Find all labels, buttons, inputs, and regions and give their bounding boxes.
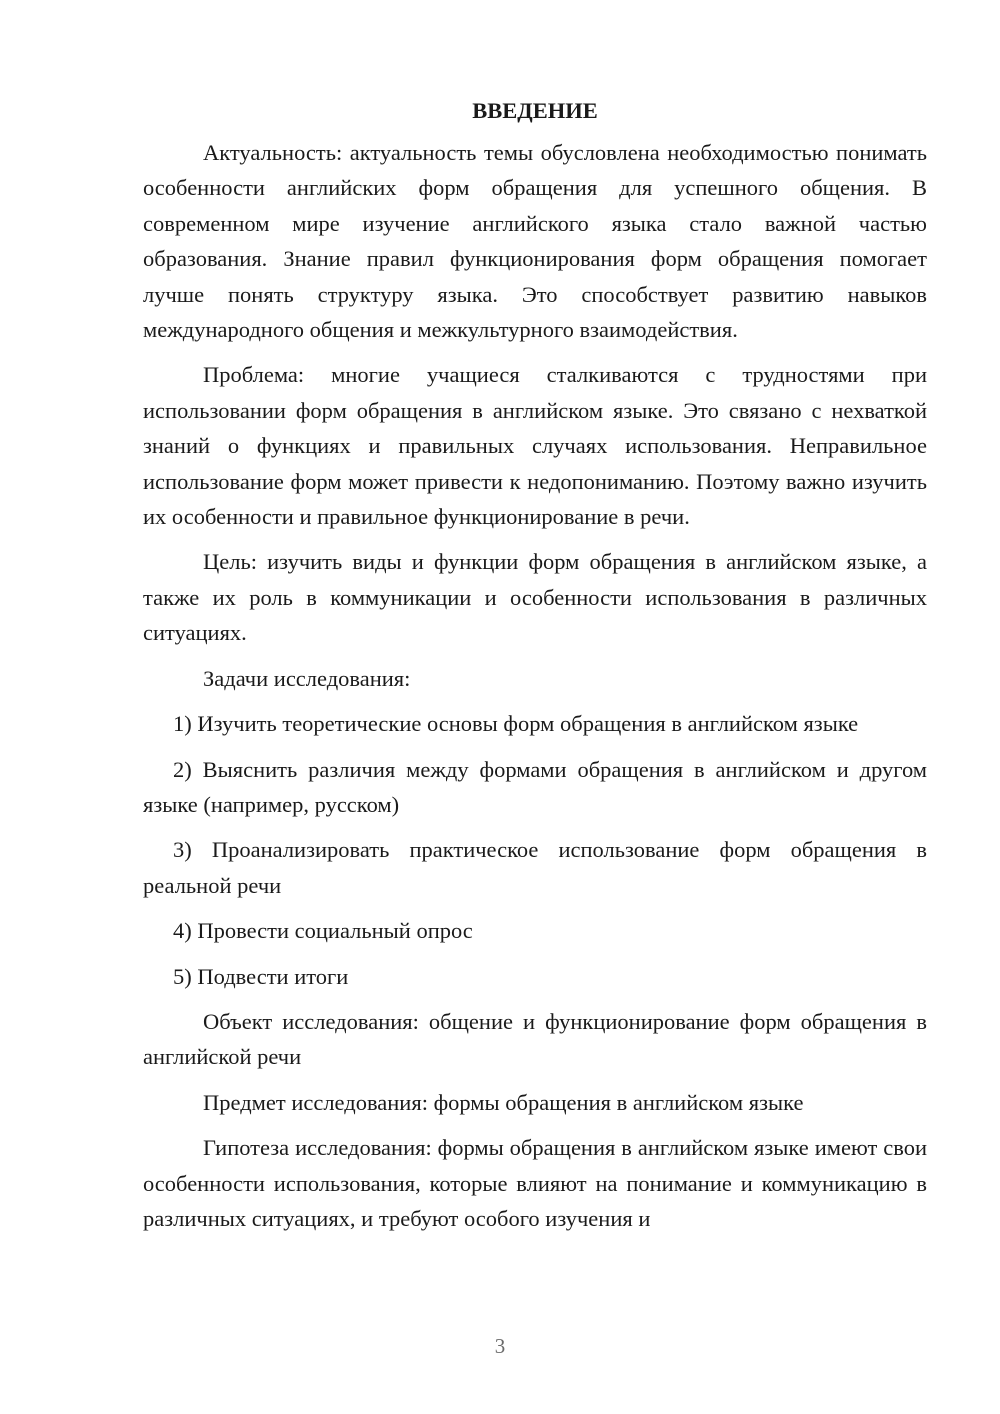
paragraph-problem: Проблема: многие учащиеся сталкиваются с трудностями при использовании форм обращения в английском языке. Это связано с нехваткой знаний о функциях и правильных случаях использования. Неправильное использование форм может привести к недопониманию. Поэтому важно изучить их особенности и правильное функционирование в речи. xyxy=(143,362,927,530)
page-number: 3 xyxy=(494,1334,506,1358)
paragraph-tasks-heading: Задачи исследования: xyxy=(203,665,411,691)
paragraph-hypothesis: Гипотеза исследования: формы обращения в английском языке имеют свои особенности использования, которые влияют на понимание и коммуникацию в различных ситуациях, и требуют особого изучения и xyxy=(143,1135,927,1231)
page-content xyxy=(143,96,927,1246)
paragraph-subject: Предмет исследования: формы обращения в английском языке xyxy=(203,1089,804,1115)
paragraph-goal: Цель: изучить виды и функции форм обращения в английском языке, а также их роль в коммуникации и особенности использования в различных ситуациях. xyxy=(143,549,927,646)
paragraph-object: Объект исследования: общение и функционирование форм обращения в английской речи xyxy=(143,1008,927,1070)
task-item: 4) Провести социальный опрос xyxy=(173,918,473,944)
task-item: 1) Изучить теоретические основы форм обращения в английском языке xyxy=(173,711,859,737)
task-item: 3) Проанализировать практическое использование форм обращения в реальной речи xyxy=(143,837,927,898)
section-heading: ВВЕДЕНИЕ xyxy=(472,98,598,123)
task-item: 5) Подвести итоги xyxy=(173,963,349,989)
task-item: 2) Выяснить различия между формами обращения в английском и другом языке (например, русском) xyxy=(143,756,927,817)
paragraph-relevance: Актуальность: актуальность темы обусловлена необходимостью понимать особенности английских форм обращения для успешного общения. В современном мире изучение английского языка стало важной частью образования. Знание правил функционирования форм обращения помогает лучше понять структуру языка. Это способствует развитию навыков международного общения и межкультурного взаимодействия. xyxy=(143,140,927,343)
